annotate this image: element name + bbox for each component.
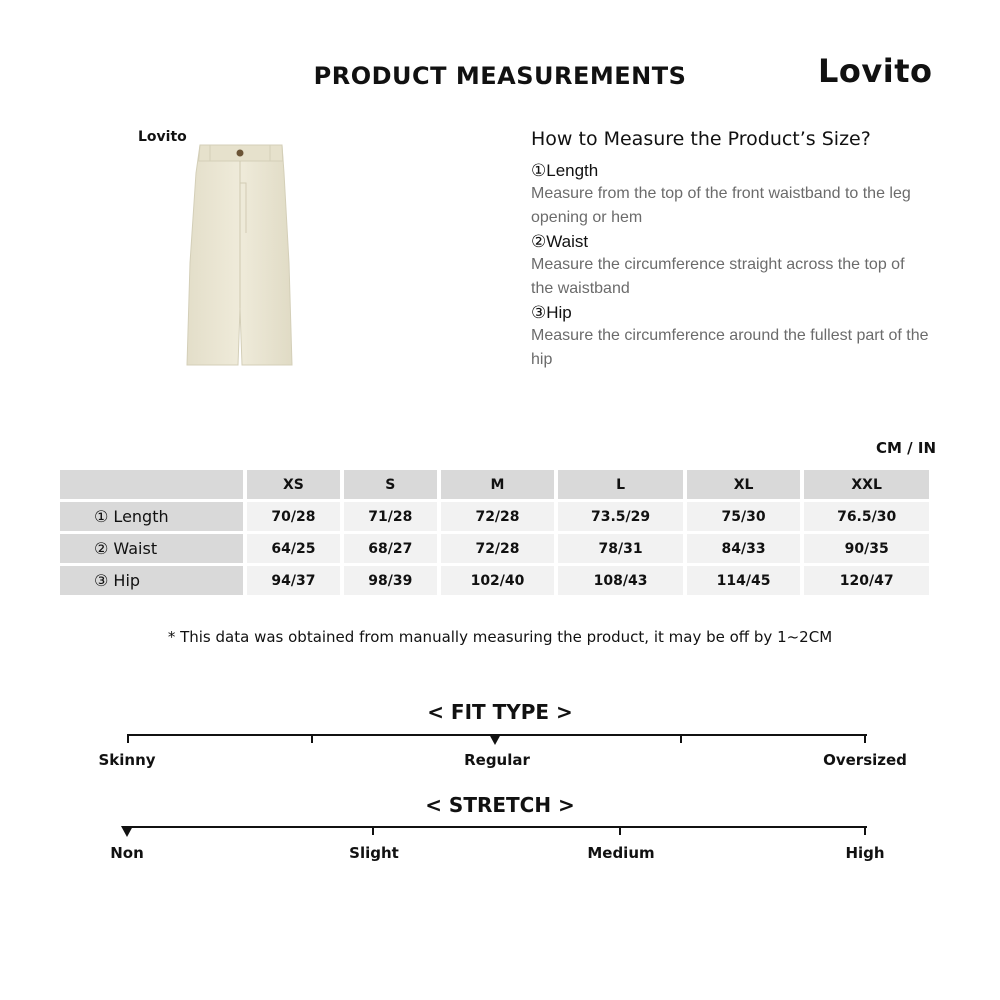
stretch-label-slight: Slight <box>349 844 399 862</box>
guide-hip-desc: Measure the circumference around the fullest part of the hip <box>531 327 929 368</box>
table-row <box>60 534 929 563</box>
table-cell: 68/27 <box>344 534 437 563</box>
product-image-area <box>130 125 390 385</box>
table-cell: 98/39 <box>344 566 437 595</box>
table-cell: 114/45 <box>687 566 800 595</box>
guide-title: How to Measure the Product’s Size? <box>531 128 871 150</box>
fit-type-label-oversized: Oversized <box>823 751 907 769</box>
unit-label: CM / IN <box>876 439 936 457</box>
column-header: S <box>344 470 437 499</box>
fit-type-tick <box>127 734 129 743</box>
table-cell: 73.5/29 <box>558 502 683 531</box>
size-table <box>56 467 933 598</box>
column-header: L <box>558 470 683 499</box>
stretch-tick <box>619 826 621 835</box>
table-cell: 102/40 <box>441 566 554 595</box>
stretch-label-non: Non <box>110 844 144 862</box>
guide-hip-label: ③Hip <box>531 303 572 322</box>
table-cell: 94/37 <box>247 566 340 595</box>
table-cell: 70/28 <box>247 502 340 531</box>
table-cell: 72/28 <box>441 502 554 531</box>
row-header-waist: ② Waist <box>60 534 243 563</box>
fit-type-marker-icon <box>489 734 501 745</box>
stretch-marker-icon <box>121 826 133 837</box>
table-cell: 75/30 <box>687 502 800 531</box>
table-row <box>60 502 929 531</box>
table-cell: 64/25 <box>247 534 340 563</box>
guide-waist-label: ②Waist <box>531 232 589 251</box>
stretch-title: < STRETCH > <box>425 793 575 817</box>
measurement-disclaimer: * This data was obtained from manually measuring the product, it may be off by 1~2CM <box>167 628 833 646</box>
table-header-row <box>60 470 929 499</box>
guide-length-label: ①Length <box>531 161 599 180</box>
stretch-tick <box>372 826 374 835</box>
fit-type-label-skinny: Skinny <box>98 751 156 769</box>
column-header: XS <box>247 470 340 499</box>
stretch-scale-line <box>127 826 867 828</box>
fit-type-title: < FIT TYPE > <box>427 700 573 724</box>
fit-type-tick <box>311 734 313 743</box>
guide-waist-desc: Measure the circumference straight across the top of the waistband <box>531 256 905 297</box>
guide-length-desc: Measure from the top of the front waistband to the leg opening or hem <box>531 185 911 226</box>
fit-type-tick <box>864 734 866 743</box>
table-cell: 108/43 <box>558 566 683 595</box>
table-row <box>60 566 929 595</box>
brand-logo: Lovito <box>818 52 933 90</box>
product-brand-label: Lovito <box>138 129 187 145</box>
table-cell: 84/33 <box>687 534 800 563</box>
column-header: XL <box>687 470 800 499</box>
page-title: PRODUCT MEASUREMENTS <box>313 62 687 90</box>
fit-type-tick <box>680 734 682 743</box>
skirt-icon <box>180 143 300 373</box>
column-header: M <box>441 470 554 499</box>
fit-type-label-regular: Regular <box>464 751 530 769</box>
stretch-label-medium: Medium <box>587 844 655 862</box>
stretch-tick <box>864 826 866 835</box>
table-cell: 90/35 <box>804 534 929 563</box>
table-corner-cell <box>60 470 243 499</box>
measure-guide <box>531 128 931 373</box>
table-cell: 72/28 <box>441 534 554 563</box>
table-cell: 78/31 <box>558 534 683 563</box>
stretch-label-high: High <box>845 844 885 862</box>
table-cell: 120/47 <box>804 566 929 595</box>
row-header-hip: ③ Hip <box>60 566 243 595</box>
column-header: XXL <box>804 470 929 499</box>
table-cell: 76.5/30 <box>804 502 929 531</box>
table-cell: 71/28 <box>344 502 437 531</box>
row-header-length: ① Length <box>60 502 243 531</box>
